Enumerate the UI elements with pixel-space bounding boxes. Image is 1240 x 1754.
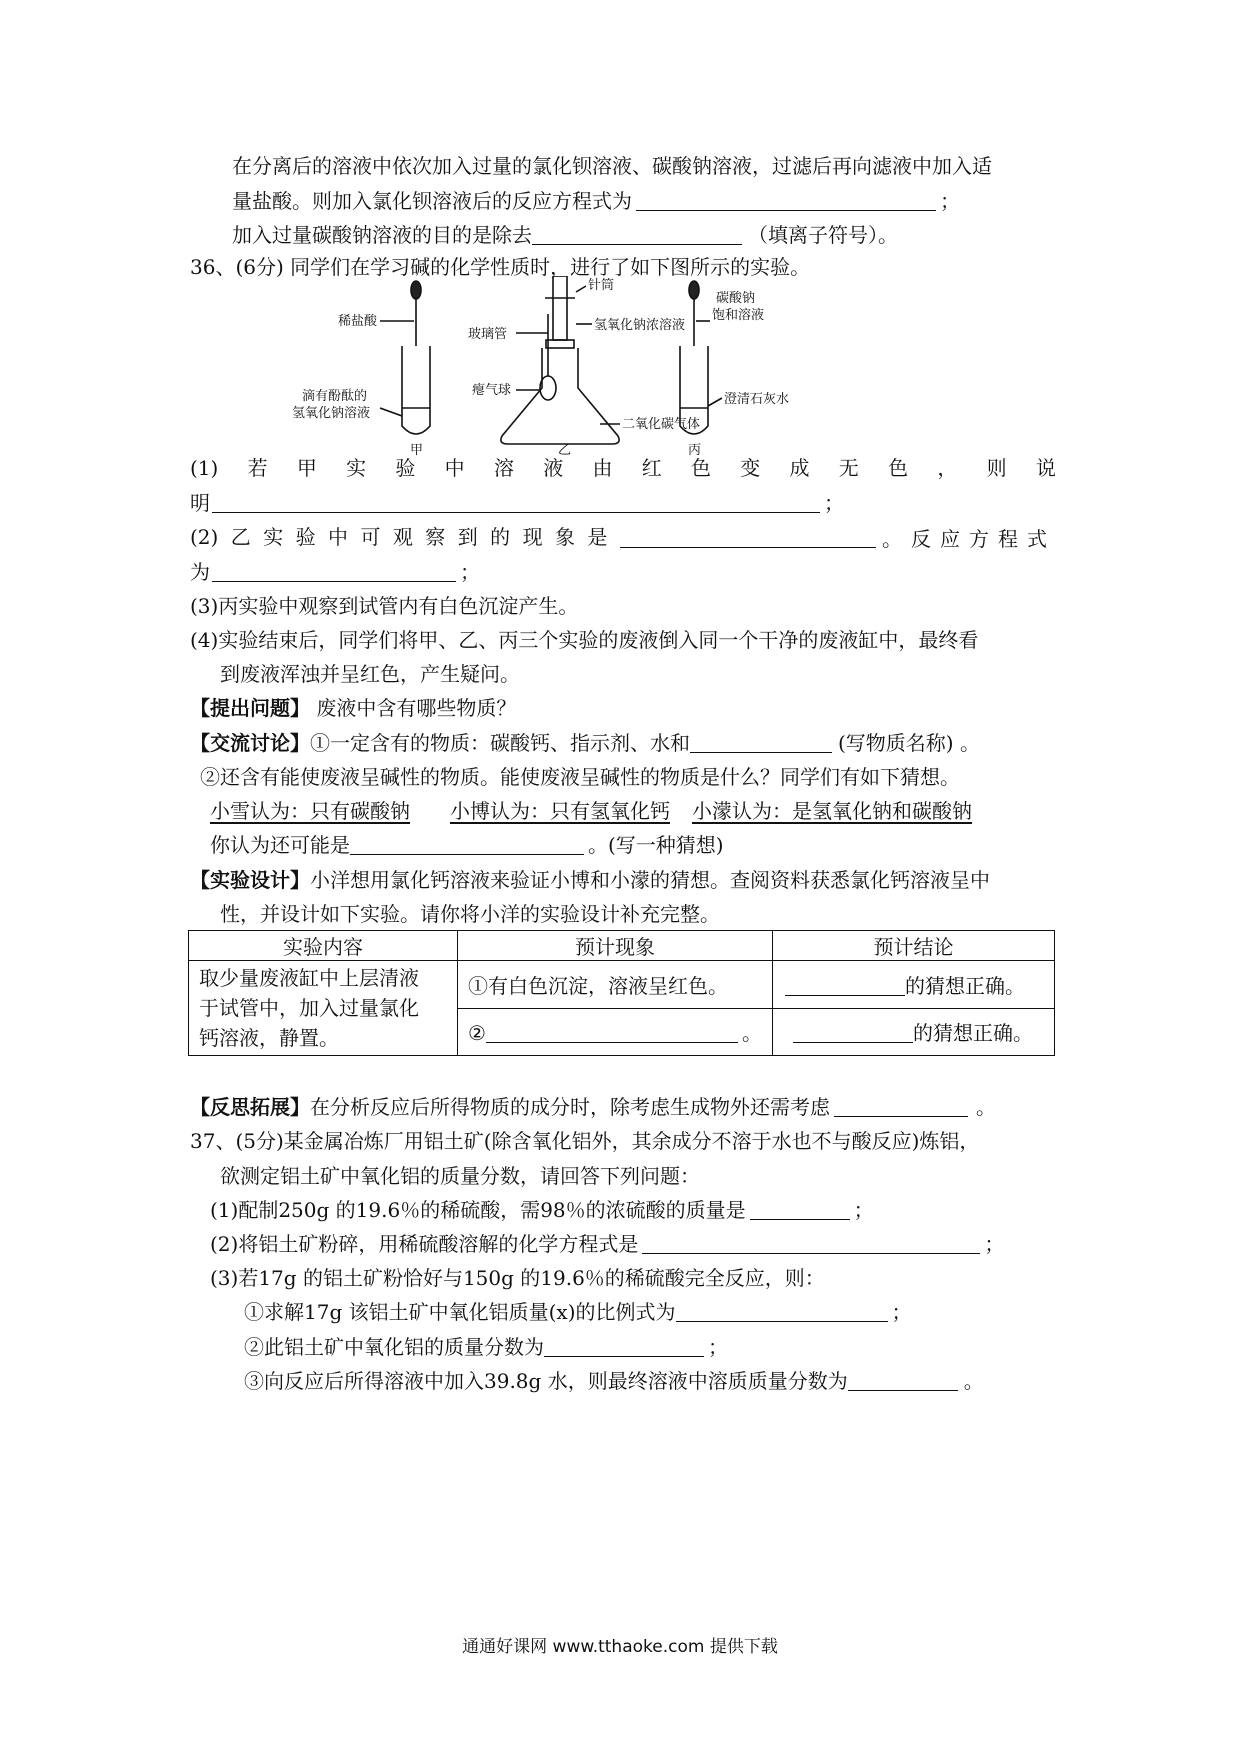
q37-p3-c-end: 。 bbox=[963, 1369, 984, 1393]
justified-char: 是 bbox=[587, 525, 608, 549]
answer-blank[interactable] bbox=[750, 1199, 850, 1220]
table-header: 预计现象 bbox=[458, 931, 773, 961]
justified-char: 说 bbox=[1035, 456, 1056, 480]
q36-p2-line1 bbox=[190, 523, 1056, 551]
q36-p2-line2-text: 为 bbox=[190, 560, 210, 584]
caption-c: 丙 bbox=[688, 443, 702, 456]
justified-char: 观 bbox=[392, 525, 413, 549]
dropper-bulb-icon bbox=[411, 281, 421, 299]
table-header: 实验内容 bbox=[189, 931, 458, 961]
q37-p1-text: (1)配制250g 的19.6％的稀硫酸，需98％的浓硫酸的质量是 bbox=[210, 1198, 746, 1222]
q36-p1-line1 bbox=[190, 454, 1056, 482]
q35-line2-end: ； bbox=[940, 189, 960, 213]
justified-char: 由 bbox=[592, 456, 613, 480]
conclusion-text: 的猜想正确。 bbox=[905, 973, 1025, 998]
justified-char: 液 bbox=[543, 456, 564, 480]
q37-p3-a bbox=[244, 1298, 912, 1326]
phenomenon-cell bbox=[458, 1008, 773, 1056]
q36-reflect bbox=[190, 1093, 996, 1121]
guess-xiaobo: 小博认为：只有氢氧化钙 bbox=[450, 799, 670, 823]
q36-design-line2: 性，并设计如下实验。请你将小洋的实验设计补充完整。 bbox=[220, 902, 720, 926]
q35-line3-end: （填离子符号）。 bbox=[748, 223, 898, 247]
answer-blank[interactable] bbox=[785, 975, 905, 996]
q36-p4-line2: 到废液浑浊并呈红色，产生疑问。 bbox=[220, 662, 520, 686]
experiment-table bbox=[188, 930, 1055, 1056]
justified-char: ， bbox=[937, 456, 958, 480]
q37-p2-end: ； bbox=[984, 1232, 1005, 1256]
label-naoh-phenol-2: 氢氧化钠溶液 bbox=[292, 406, 371, 421]
conclusion-cell bbox=[773, 1008, 1055, 1056]
justified-char: 变 bbox=[740, 456, 761, 480]
q37-p3-c-text: ③向反应后所得溶液中加入39.8g 水，则最终溶液中溶质质量分数为 bbox=[244, 1369, 848, 1393]
justified-char: 实 bbox=[346, 456, 367, 480]
phenomenon-cell: ①有白色沉淀，溶液呈红色。 bbox=[458, 961, 773, 1009]
your-guess-text: 你认为还可能是 bbox=[210, 833, 350, 857]
label-na2co3-2: 饱和溶液 bbox=[712, 308, 765, 323]
q36-p3: (3)丙实验中观察到试管内有白色沉淀产生。 bbox=[190, 594, 579, 618]
page-footer: 通通好课网 www.tthaoke.com 提供下载 bbox=[462, 1637, 778, 1657]
q36-p4-line1: (4)实验结束后，同学们将甲、乙、丙三个实验的废液倒入同一个干净的废液缸中，最终看 bbox=[190, 628, 979, 652]
label-naoh-phenol-1: 滴有酚酞的 bbox=[302, 389, 368, 404]
justified-char: 色 bbox=[691, 456, 711, 480]
caption-a: 甲 bbox=[410, 443, 424, 456]
q37-p3-b-end: ； bbox=[708, 1335, 728, 1359]
justified-char: (1) bbox=[190, 456, 219, 480]
conclusion-cell bbox=[773, 961, 1055, 1009]
justified-char: 察 bbox=[425, 525, 446, 549]
q35-line3-text: 加入过量碳酸钠溶液的目的是除去 bbox=[232, 223, 532, 247]
reflect-tag: 【反思拓展】 bbox=[190, 1095, 310, 1119]
answer-blank[interactable] bbox=[793, 1022, 913, 1043]
justified-char: 象 bbox=[554, 525, 575, 549]
justified-char: (2) bbox=[190, 525, 219, 549]
justified-char: 现 bbox=[522, 525, 543, 549]
q36-p2-line2 bbox=[190, 558, 480, 586]
answer-blank[interactable] bbox=[690, 732, 832, 753]
justified-char: 乙 bbox=[230, 525, 251, 549]
q37-p3: (3)若17g 的铝土矿粉恰好与150g 的19.6％的稀硫酸完全反应，则： bbox=[210, 1266, 825, 1290]
justified-char: 若 bbox=[247, 456, 268, 480]
reflect-text: 在分析反应后所得物质的成分时，除考虑生成物外还需考虑 bbox=[310, 1095, 830, 1119]
q37-p3-a-text: ①求解17g 该铝土矿中氧化铝质量(x)的比例式为 bbox=[244, 1300, 676, 1324]
answer-blank[interactable] bbox=[636, 190, 936, 211]
label-naoh-conc: 氢氧化钠浓溶液 bbox=[594, 318, 686, 333]
answer-blank[interactable] bbox=[532, 224, 742, 245]
answer-blank[interactable] bbox=[834, 1096, 968, 1117]
content-line: 钙溶液，静置。 bbox=[199, 1026, 339, 1050]
q36-p1-end: ； bbox=[824, 491, 844, 515]
q37-title: 37、(5分)某金属冶炼厂用铝土矿(除含氧化铝外，其余成分不溶于水也不与酸反应)炼铝， bbox=[190, 1129, 980, 1153]
q36-discuss-2: ②还含有能使废液呈碱性的物质。能使废液呈碱性的物质是什么？同学们有如下猜想。 bbox=[200, 765, 960, 789]
q37-p1 bbox=[210, 1196, 874, 1224]
answer-blank[interactable] bbox=[642, 1233, 980, 1254]
justified-char: 到 bbox=[457, 525, 478, 549]
q36-your-guess bbox=[210, 831, 724, 859]
q36-design-line1 bbox=[190, 866, 990, 894]
label-balloon: 瘪气球 bbox=[472, 383, 512, 398]
dropper-bulb-icon bbox=[689, 281, 699, 299]
justified-char: 甲 bbox=[296, 456, 317, 480]
q37-p2-text: (2)将铝土矿粉碎，用稀硫酸溶解的化学方程式是 bbox=[210, 1232, 639, 1256]
content-line: 取少量废液缸中上层清液 bbox=[199, 966, 419, 990]
phenom-2-prefix: ② bbox=[468, 1021, 486, 1046]
flask-icon bbox=[501, 348, 619, 444]
experiment-figure bbox=[280, 276, 850, 456]
justified-char: 溶 bbox=[493, 456, 514, 480]
question-tag: 【提出问题】 bbox=[190, 696, 310, 720]
experiment-content-cell bbox=[189, 961, 458, 1056]
q36-guesses bbox=[210, 797, 972, 825]
guess-xiaomeng: 小濛认为：是氢氧化钠和碳酸钠 bbox=[692, 799, 972, 823]
label-hcl: 稀盐酸 bbox=[338, 314, 378, 329]
conclusion-text: 的猜想正确。 bbox=[913, 1021, 1033, 1046]
reflect-end: 。 bbox=[976, 1095, 996, 1119]
q35-line3 bbox=[232, 221, 898, 249]
label-co2: 二氧化碳气体 bbox=[622, 417, 701, 432]
q37-p3-c bbox=[244, 1367, 984, 1395]
q36-question bbox=[190, 694, 516, 722]
caption-b: 乙 bbox=[558, 443, 572, 456]
q37-p1-end: ； bbox=[853, 1198, 874, 1222]
q37-p3-a-end: ； bbox=[891, 1300, 912, 1324]
answer-blank[interactable] bbox=[620, 527, 876, 548]
q36-p1-line2-text: 明 bbox=[190, 491, 210, 515]
justified-char: 则 bbox=[986, 456, 1007, 480]
q35-line1: 在分离后的溶液中依次加入过量的氯化钡溶液、碳酸钠溶液，过滤后再向滤液中加入适 bbox=[232, 154, 992, 178]
q36-title: 36、(6分) 同学们在学习碱的化学性质时，进行了如下图所示的实验。 bbox=[190, 255, 811, 279]
q35-line2 bbox=[232, 187, 960, 215]
table-header-row bbox=[189, 931, 1055, 961]
justified-char: 验 bbox=[395, 456, 416, 480]
design-text: 小洋想用氯化钙溶液来验证小博和小濛的猜想。查阅资料获悉氯化钙溶液呈中 bbox=[310, 868, 990, 892]
justified-char: 色 bbox=[888, 456, 909, 480]
q36-p1-line2 bbox=[190, 489, 844, 517]
q37-p3-b bbox=[244, 1333, 728, 1361]
syringe-icon bbox=[553, 276, 567, 340]
justified-char: 实 bbox=[263, 525, 284, 549]
test-tube-icon bbox=[402, 346, 430, 434]
q36-p2-mid: 。反应方程式 bbox=[882, 526, 1056, 551]
answer-blank[interactable] bbox=[544, 1336, 704, 1357]
justified-char: 的 bbox=[490, 525, 511, 549]
question-text: 废液中含有哪些物质？ bbox=[310, 696, 517, 720]
q35-line2-text: 量盐酸。则加入氯化钡溶液后的反应方程式为 bbox=[232, 189, 632, 213]
justified-char: 成 bbox=[789, 456, 810, 480]
q36-discuss bbox=[190, 729, 980, 757]
table-header: 预计结论 bbox=[773, 931, 1055, 961]
label-limewater: 澄清石灰水 bbox=[724, 392, 790, 407]
discuss-text: ①一定含有的物质：碳酸钙、指示剂、水和 bbox=[310, 731, 690, 755]
answer-blank[interactable] bbox=[212, 561, 456, 582]
justified-char: 中 bbox=[444, 456, 465, 480]
design-tag: 【实验设计】 bbox=[190, 868, 310, 892]
label-glass-tube: 玻璃管 bbox=[468, 327, 508, 342]
table-row bbox=[189, 961, 1055, 1009]
your-guess-end: 。(写一种猜想) bbox=[588, 833, 724, 857]
justified-char: 中 bbox=[328, 525, 349, 549]
discuss-tag: 【交流讨论】 bbox=[190, 731, 310, 755]
label-na2co3-1: 碳酸钠 bbox=[716, 291, 756, 306]
discuss-end: (写物质名称) 。 bbox=[838, 731, 980, 755]
answer-blank[interactable] bbox=[350, 834, 584, 855]
phenom-2-end: 。 bbox=[741, 1021, 762, 1046]
q36-p2-chars bbox=[190, 523, 608, 551]
guess-xiaoxue: 小雪认为：只有碳酸钠 bbox=[210, 799, 410, 823]
answer-blank[interactable] bbox=[212, 492, 820, 513]
justified-char: 验 bbox=[295, 525, 316, 549]
label-needle: 针筒 bbox=[588, 278, 615, 293]
answer-blank[interactable] bbox=[486, 1022, 738, 1043]
justified-char: 红 bbox=[641, 456, 662, 480]
content-line: 于试管中，加入过量氯化 bbox=[199, 996, 419, 1020]
justified-char: 无 bbox=[838, 456, 859, 480]
answer-blank[interactable] bbox=[848, 1370, 958, 1391]
justified-char: 可 bbox=[360, 525, 381, 549]
q37-title-2: 欲测定铝土矿中氧化铝的质量分数，请回答下列问题： bbox=[220, 1164, 700, 1188]
q37-p3-b-text: ②此铝土矿中氧化铝的质量分数为 bbox=[244, 1335, 544, 1359]
answer-blank[interactable] bbox=[676, 1301, 888, 1322]
q36-p2-end: ； bbox=[460, 560, 480, 584]
q37-p2 bbox=[210, 1230, 1004, 1258]
